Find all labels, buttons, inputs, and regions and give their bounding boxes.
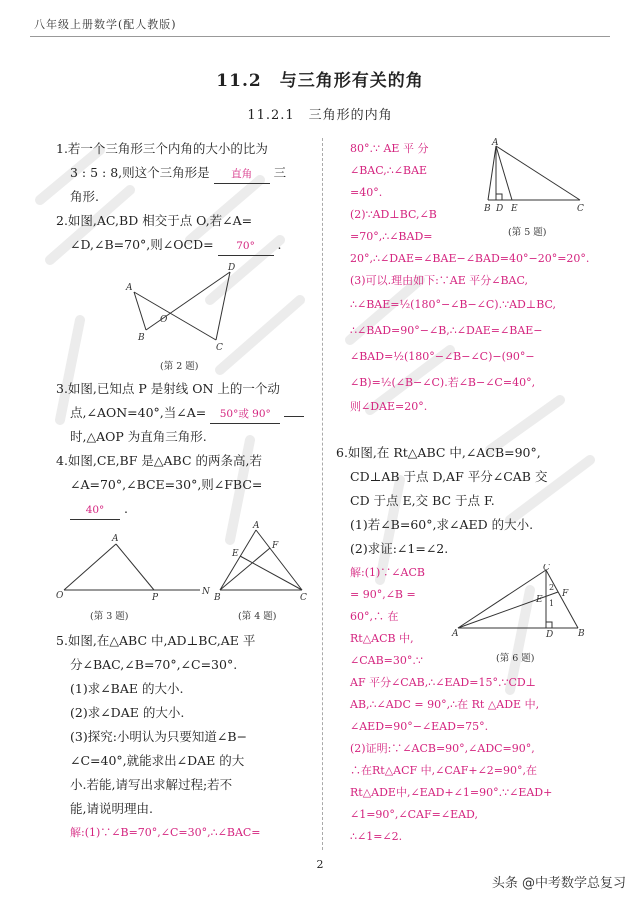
q2-caption: (第 2 题): [160, 361, 199, 372]
q2-label-A: A: [126, 283, 133, 293]
page-number: 2: [316, 858, 324, 871]
q5-answer-line: (3)可以.理由如下:∵AE 平分∠BAC,: [350, 274, 529, 287]
q2-text-end: .: [277, 237, 282, 252]
q5-label-D: D: [496, 204, 504, 214]
q3-line1: 3.如图,已知点 P 是射线 ON 上的一个动: [56, 381, 280, 396]
q6-answer-line: ∠AED=90°−∠EAD=75°.: [350, 720, 489, 733]
q6-answer-line: ∴在Rt△ACF 中,∠CAF+∠2=90°,在: [350, 764, 537, 777]
header-divider: [30, 36, 610, 37]
column-divider: [322, 138, 323, 850]
q6-answer-line: AB,∴∠ADC = 90°,∴在 Rt △ADE 中,: [350, 698, 540, 711]
q6-line4: (1)若∠B=60°,求∠AED 的大小.: [350, 517, 534, 532]
q2-answer-blank: 70°: [218, 237, 274, 256]
q2-label-D: D: [228, 263, 236, 273]
q3-line3: 时,△AOP 为直角三角形.: [70, 429, 207, 444]
q5-line3: (1)求∠BAE 的大小.: [70, 681, 184, 696]
section-title: 11.2 与三角形有关的角: [216, 71, 424, 91]
q5-line2: 分∠BAC,∠B=70°,∠C=30°.: [70, 657, 238, 672]
subsection-title: 11.2.1 三角形的内角: [247, 108, 393, 123]
q6-angle-2: 2: [549, 583, 555, 592]
q6-angle-1: 1: [549, 599, 555, 608]
q1-text: 3 : 5 : 8,则这个三角形是: [70, 165, 210, 180]
q6-answer-line: AF 平分∠CAB,∴∠EAD=15°.∵CD⊥: [350, 676, 537, 689]
q5-answer-line: ∠B)=½(∠B−∠C).若∠B−∠C=40°,: [350, 376, 536, 389]
q6-answer-line: 解:(1)∵∠ACB: [350, 566, 425, 579]
q3-label-O: O: [56, 591, 64, 601]
q2-label-B: B: [138, 333, 145, 343]
q6-answer-line: ∴∠1=∠2.: [350, 830, 403, 843]
q5-line6: ∠C=40°,就能求出∠DAE 的大: [70, 753, 245, 768]
q5-answer-line: 80°.∵ AE 平 分: [350, 142, 429, 155]
q4-label-B: B: [214, 593, 221, 603]
q4-label-A: A: [253, 521, 260, 531]
q5-answer-line: ∠BAC,∴∠BAE: [350, 164, 428, 177]
figure-q3: [54, 530, 214, 602]
q2-line2: [70, 236, 282, 256]
q5-line4: (2)求∠DAE 的大小.: [70, 705, 185, 720]
q6-label-F: F: [562, 589, 569, 599]
q3-text: 点,∠AON=40°,当∠A=: [70, 405, 207, 420]
q6-line2: CD⊥AB 于点 D,AF 平分∠CAB 交: [350, 469, 548, 484]
q6-answer-line: Rt△ADE中,∠EAD+∠1=90°.∵∠EAD+: [350, 786, 553, 799]
figure-q4: [210, 520, 310, 604]
q5-answer-line: =40°.: [350, 186, 383, 199]
q6-answer-line: ∠1=90°,∠CAF=∠EAD,: [350, 808, 478, 821]
q5-answer-line: =70°,∴∠BAD=: [350, 230, 433, 243]
q1-line2: [70, 164, 286, 184]
q6-answer-line: 60°,∴ 在: [350, 610, 399, 623]
q4-caption: (第 4 题): [238, 611, 277, 622]
q5-line8: 能,请说明理由.: [70, 801, 153, 816]
q6-caption: (第 6 题): [496, 653, 535, 664]
q6-label-E: E: [536, 595, 543, 605]
book-header: 八年级上册数学(配人教版): [34, 18, 177, 31]
q4-label-F: F: [272, 541, 279, 551]
q5-answer-line: 20°,∴∠DAE=∠BAE−∠BAD=40°−20°=20°.: [350, 252, 590, 265]
q4-label-C: C: [300, 593, 307, 603]
q5-label-B: B: [484, 204, 491, 214]
q1-answer-blank: 直角: [214, 165, 270, 184]
q4-line3: [70, 500, 128, 520]
q5-answer-line: 则∠DAE=20°.: [350, 400, 428, 413]
q5-line1: 5.如图,在△ABC 中,AD⊥BC,AE 平: [56, 633, 256, 648]
q3-label-N: N: [202, 587, 210, 597]
q5-answer-line: ∴∠BAE=½(180°−∠B−∠C).∵AD⊥BC,: [350, 298, 557, 311]
q3-line2: [70, 404, 304, 424]
q1-text-end: 三: [273, 165, 287, 180]
q6-label-D: D: [546, 630, 554, 640]
q4-text-end: .: [123, 501, 128, 516]
figure-q5: [484, 138, 594, 216]
q6-answer-line: = 90°,∠B =: [350, 588, 416, 601]
figure-q6: [450, 564, 590, 640]
q5-answer-line: (2)∵AD⊥BC,∠B: [350, 208, 437, 221]
q6-answer-line: (2)证明:∵∠ACB=90°,∠ADC=90°,: [350, 742, 535, 755]
q3-blank-tail: [284, 416, 304, 417]
q1-line3: 角形.: [70, 189, 99, 204]
q6-label-C: C: [543, 564, 550, 573]
q6-line3: CD 于点 E,交 BC 于点 F.: [350, 493, 495, 508]
figure-q2: [120, 260, 250, 350]
q6-answer-line: ∠CAB=30°.∵: [350, 654, 423, 667]
q3-answer-blank: 50°或 90°: [210, 405, 280, 424]
q2-label-O: O: [160, 315, 168, 325]
q1-line1: 1.若一个三角形三个内角的大小的比为: [56, 141, 268, 156]
q5-label-A: A: [492, 138, 499, 148]
q4-line1: 4.如图,CE,BF 是△ABC 的两条高,若: [56, 453, 262, 468]
q5-line7: 小.若能,请写出求解过程;若不: [70, 777, 233, 792]
q6-label-A: A: [452, 629, 459, 639]
q4-label-E: E: [232, 549, 239, 559]
q5-answer-line: ∴∠BAD=90°−∠B,∴∠DAE=∠BAE−: [350, 324, 543, 337]
q2-text: ∠D,∠B=70°,则∠OCD=: [70, 237, 214, 252]
q3-caption: (第 3 题): [90, 611, 129, 622]
source-watermark: 头条 @中考数学总复习: [491, 876, 626, 891]
q4-line2: ∠A=70°,∠BCE=30°,则∠FBC=: [70, 477, 263, 492]
q3-label-P: P: [152, 593, 159, 602]
q6-line5: (2)求证:∠1=∠2.: [350, 541, 449, 556]
q5-line5: (3)探究:小明认为只要知道∠B−: [70, 729, 248, 744]
q5-label-E: E: [511, 204, 518, 214]
q6-answer-line: Rt△ACB 中,: [350, 632, 414, 645]
q2-line1: 2.如图,AC,BD 相交于点 O,若∠A=: [56, 213, 253, 228]
q5-caption: (第 5 题): [508, 227, 547, 238]
q2-label-C: C: [216, 343, 223, 350]
q6-line1: 6.如图,在 Rt△ABC 中,∠ACB=90°,: [336, 445, 541, 460]
q3-label-A: A: [112, 534, 119, 544]
q5-answer-start: 解:(1)∵∠B=70°,∠C=30°,∴∠BAC=: [70, 826, 261, 839]
q5-answer-line: ∠BAD=½(180°−∠B−∠C)−(90°−: [350, 350, 535, 363]
q5-label-C: C: [577, 204, 584, 214]
q6-label-B: B: [578, 629, 585, 639]
q4-answer-blank: 40°: [70, 501, 120, 520]
